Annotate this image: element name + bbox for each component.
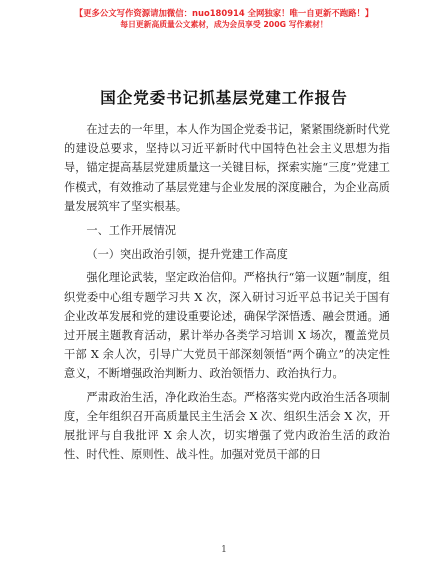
intro-paragraph: 在过去的一年里，本人作为国企党委书记，紧紧围绕新时代党的建设总要求，坚持以习近平新时代中国特色社会主义思想为指导，锚定提高基层党建质量这一关键目标，探索实施“三度”党建工作模式，有效推动了基层党建与企业发展的深度融合，为企业高质量发展筑牢了坚实根基。 (64, 123, 390, 213)
body-paragraph-1: 强化理论武装，坚定政治信仰。严格执行“第一议题”制度，组织党委中心组专题学习共 X 次，深入研讨习近平总书记关于国有企业改革发展和党的建设重要论述，确保学深悟透、融会贯通。通过开展主题教育活动，累计举办各类学习培训 X 场次，覆盖党员干部 X 余人次，引导广大党员干部深刻领悟“两个确立”的决定性意义，不断增强政治判断力、政治领悟力、政治执行力。 (64, 271, 390, 381)
body-paragraph-2: 严肃政治生活，净化政治生态。严格落实党内政治生活各项制度，全年组织召开高质量民主生活会 X 次、组织生活会 X 次，开展批评与自我批评 X 余人次，切实增强了党内政治生活的政治性、时代性、原则性、战斗性。加强对党员干部的日 (64, 390, 390, 462)
document-title: 国企党委书记抓基层党建工作报告 (100, 89, 348, 107)
promo-line-2: 每日更新高质量公文素材，成为会员享受 200G 写作素材！ (120, 20, 328, 29)
section-heading: 一、工作开展情况 (86, 224, 176, 238)
promo-line-1: 【更多公文写作资源请加微信：nuo180914 全网独家！唯一自更新不跑路！】 (74, 8, 374, 18)
subsection-heading: （一）突出政治引领，提升党建工作高度 (86, 248, 288, 262)
document-body (64, 120, 390, 464)
page-number: 1 (221, 545, 227, 555)
promo-banner (0, 7, 448, 30)
